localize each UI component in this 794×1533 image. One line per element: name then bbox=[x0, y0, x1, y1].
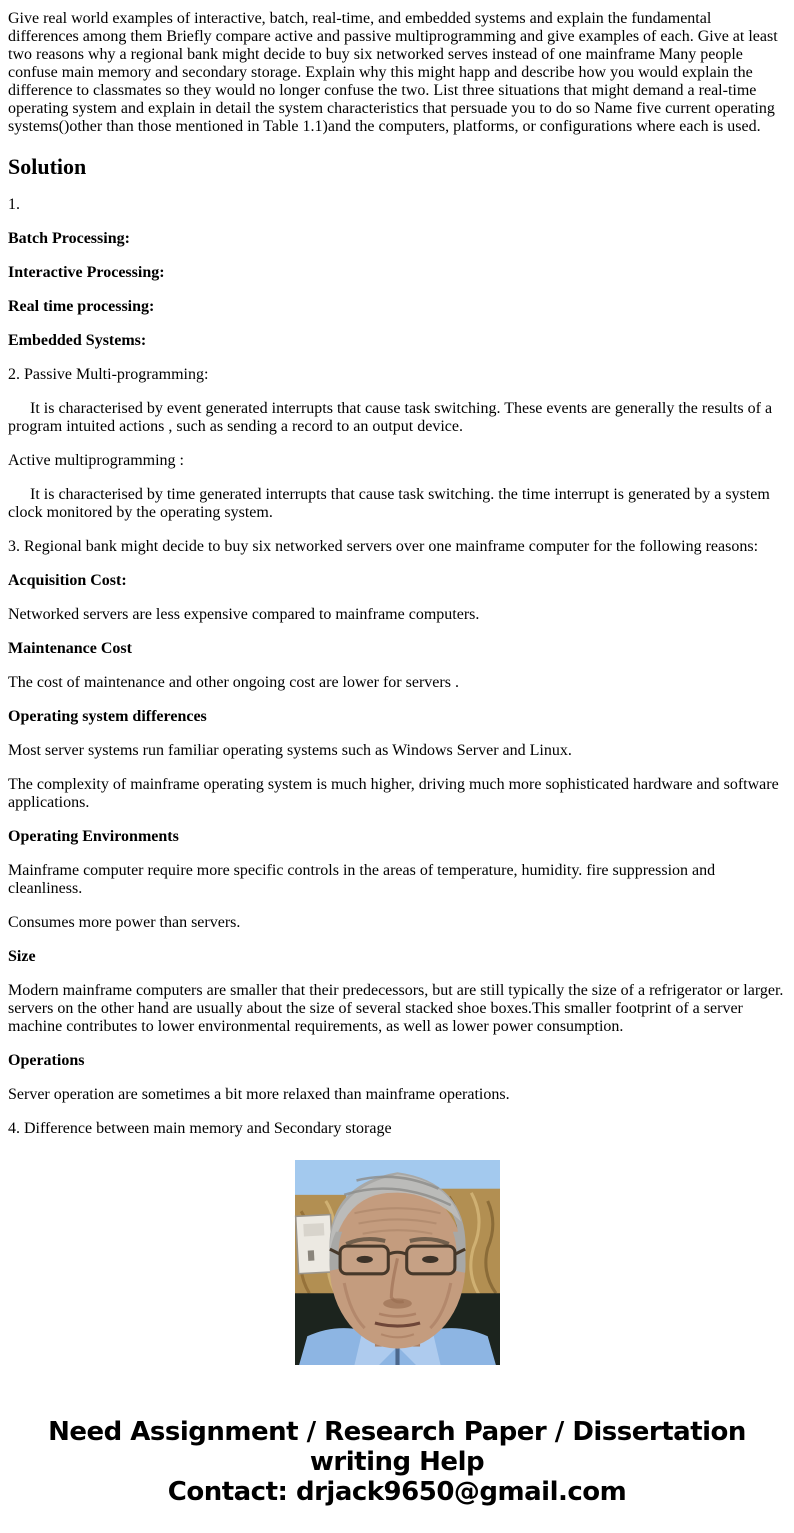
promo-contact-email: Contact: drjack9650@gmail.com bbox=[167, 1477, 627, 1507]
solution-paragraph: 3. Regional bank might decide to buy six networked servers over one mainframe computer for the following reasons: bbox=[8, 538, 759, 555]
solution-paragraph: Embedded Systems: bbox=[8, 332, 147, 349]
solution-paragraph: 1. bbox=[8, 196, 20, 213]
tutor-avatar bbox=[295, 1160, 500, 1365]
solution-paragraph: It is characterised by time generated interrupts that cause task switching. the time interrupt is generated by a system clock monitored by the operating system. bbox=[8, 486, 770, 521]
solution-paragraph: Networked servers are less expensive compared to mainframe computers. bbox=[8, 606, 480, 623]
solution-paragraph: The complexity of mainframe operating system is much higher, driving much more sophisticated hardware and software applications. bbox=[8, 776, 779, 811]
question-text: Give real world examples of interactive, batch, real-time, and embedded systems and explain the fundamental differences among them Briefly compare active and passive multiprogramming and give examples of each. Give at least two reasons why a regional bank might decide to buy six networked serves instead of one mainframe Many people confuse main memory and secondary storage. Explain why this might happ and describe how you would explain the difference to classmates so they would no longer confuse the two. List three situations that might demand a real-time operating system and explain in detail the system characteristics that persuade you to do so Name five current operating systems()other than those mentioned in Table 1.1)and the computers, platforms, or configurations where each is used. bbox=[8, 10, 778, 135]
solution-paragraph: Most server systems run familiar operating systems such as Windows Server and Linux. bbox=[8, 742, 572, 759]
footer-promo bbox=[0, 1417, 794, 1507]
solution-paragraph: It is characterised by event generated interrupts that cause task switching. These events are generally the results of a program intuited actions , such as sending a record to an output device. bbox=[8, 400, 773, 435]
solution-paragraph: Size bbox=[8, 948, 36, 965]
solution-paragraph: Consumes more power than servers. bbox=[8, 914, 241, 931]
solution-paragraph: 4. Difference between main memory and Secondary storage bbox=[8, 1120, 392, 1137]
solution-paragraph: Mainframe computer require more specific controls in the areas of temperature, humidity. fire suppression and cleanliness. bbox=[8, 862, 716, 897]
solution-document bbox=[0, 10, 794, 1137]
solution-paragraph: Maintenance Cost bbox=[8, 640, 132, 657]
solution-paragraph: Operating Environments bbox=[8, 828, 179, 845]
solution-paragraph: Batch Processing: bbox=[8, 230, 130, 247]
solution-paragraph: Interactive Processing: bbox=[8, 264, 165, 281]
solution-paragraph: The cost of maintenance and other ongoing cost are lower for servers . bbox=[8, 674, 459, 691]
solution-heading: Solution bbox=[8, 154, 87, 179]
promo-line-2: writing Help bbox=[309, 1447, 485, 1477]
solution-paragraph: 2. Passive Multi-programming: bbox=[8, 366, 209, 383]
promo-line-1: Need Assignment / Research Paper / Dissertation bbox=[48, 1417, 746, 1447]
solution-paragraph: Server operation are sometimes a bit more relaxed than mainframe operations. bbox=[8, 1086, 510, 1103]
solution-paragraph: Operations bbox=[8, 1052, 85, 1069]
tutor-photo-illustration bbox=[295, 1160, 500, 1365]
solution-paragraph: Real time processing: bbox=[8, 298, 155, 315]
solution-paragraph: Acquisition Cost: bbox=[8, 572, 127, 589]
solution-paragraph: Modern mainframe computers are smaller that their predecessors, but are still typically the size of a refrigerator or larger. servers on the other hand are usually about the size of several stacked shoe boxes.This smaller footprint of a server machine contributes to lower environmental requirements, as well as lower power consumption. bbox=[8, 982, 784, 1035]
solution-paragraph: Operating system differences bbox=[8, 708, 207, 725]
photo-wall-frame bbox=[295, 1215, 333, 1274]
solution-paragraph: Active multiprogramming : bbox=[8, 452, 184, 469]
